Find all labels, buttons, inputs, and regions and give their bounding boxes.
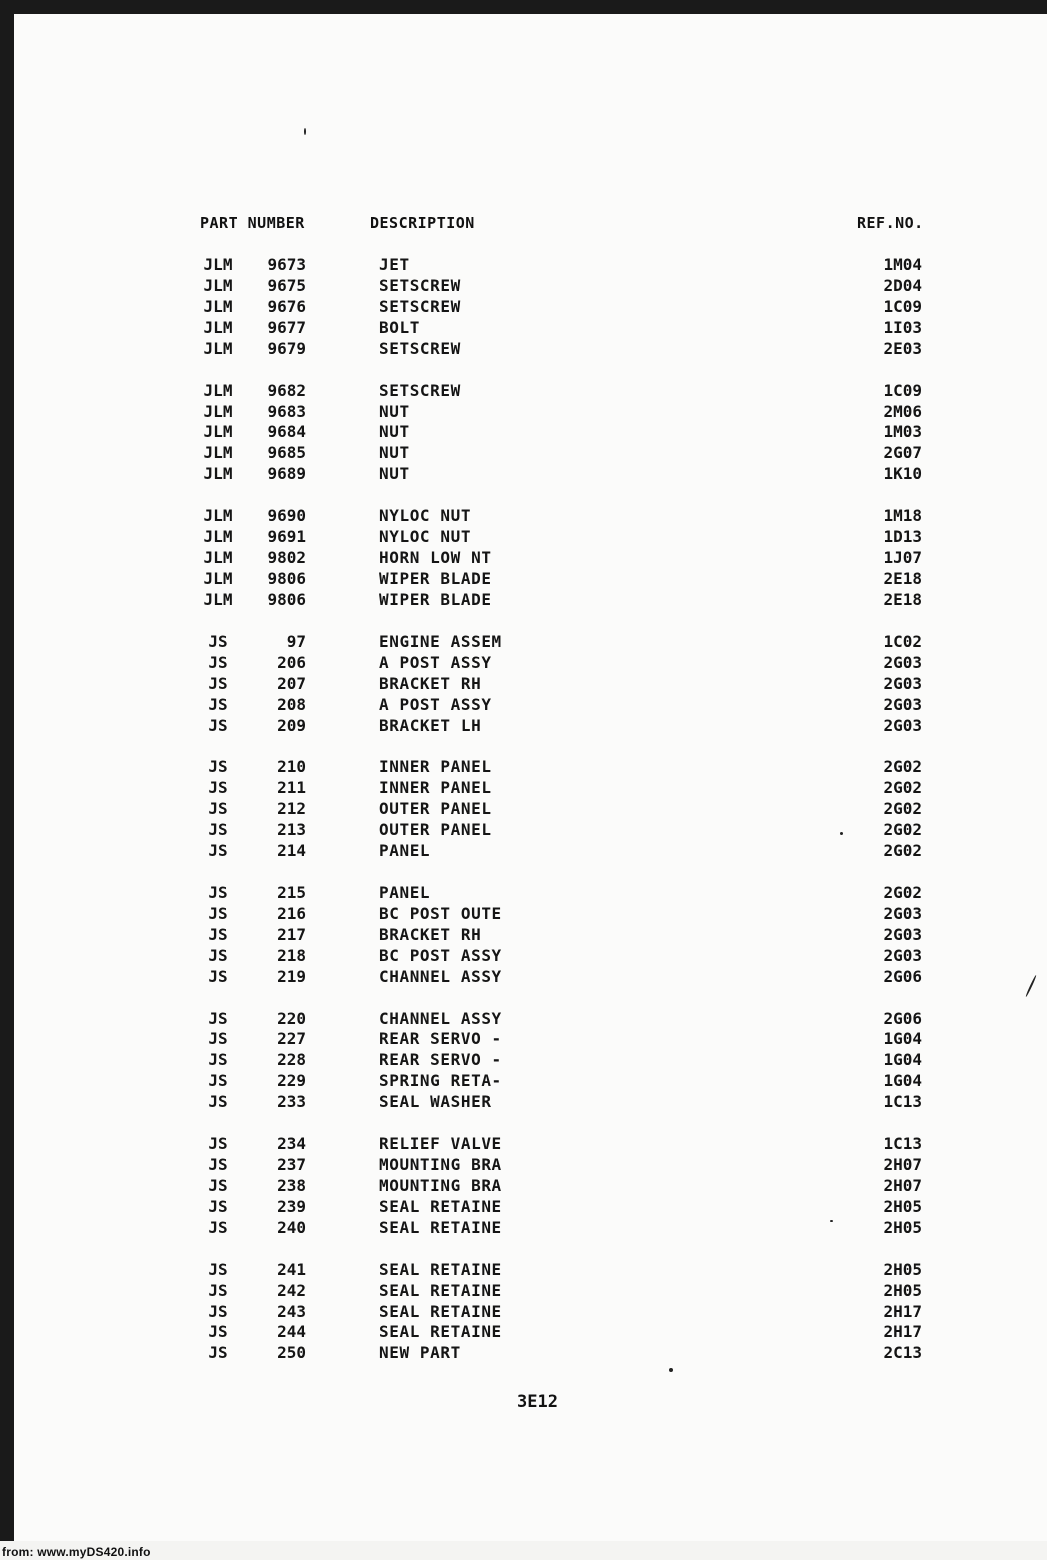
- part-number: 9683: [267, 401, 306, 421]
- part-number: 238: [277, 1175, 306, 1195]
- ref-number: 2G02: [883, 841, 922, 860]
- part-prefix: JLM: [203, 568, 233, 588]
- part-number: 207: [277, 673, 306, 693]
- part-prefix: JLM: [203, 296, 233, 316]
- part-prefix: JS: [208, 1217, 228, 1237]
- ref-number: 2G03: [883, 945, 922, 965]
- part-prefix: JS: [208, 1175, 228, 1195]
- table-row: [14, 1176, 1047, 1197]
- part-number: 220: [277, 1008, 306, 1028]
- part-description: BC POST ASSY: [379, 945, 502, 965]
- part-prefix: JLM: [203, 422, 233, 442]
- table-row: [14, 1050, 1047, 1071]
- part-prefix: JS: [208, 799, 228, 819]
- part-description: NUT: [379, 422, 410, 442]
- table-row: [14, 464, 1047, 485]
- part-description: BOLT: [379, 317, 420, 337]
- part-description: NUT: [379, 401, 410, 421]
- part-number: 218: [277, 945, 306, 965]
- ref-number: 1I03: [883, 317, 922, 337]
- ref-number: 1M18: [883, 506, 922, 526]
- ref-number: 1C09: [883, 380, 922, 400]
- ref-number: 1D13: [883, 527, 922, 547]
- ref-number: 1J07: [883, 548, 922, 567]
- table-row: [14, 1281, 1047, 1302]
- part-prefix: JLM: [203, 464, 233, 484]
- ref-number: 1C13: [883, 1134, 922, 1154]
- part-description: NUT: [379, 464, 410, 484]
- ref-number: 2H07: [883, 1175, 922, 1195]
- part-number: 9682: [267, 380, 306, 400]
- table-row: [14, 422, 1047, 443]
- part-prefix: JLM: [203, 443, 233, 463]
- part-prefix: JLM: [203, 527, 233, 547]
- table-row: [14, 527, 1047, 548]
- ref-number: 2H07: [883, 1155, 922, 1174]
- part-number: 228: [277, 1050, 306, 1070]
- table-row: [14, 799, 1047, 820]
- part-description: PANEL: [379, 841, 431, 860]
- part-prefix: JS: [208, 924, 228, 944]
- table-row: [14, 632, 1047, 653]
- part-prefix: JLM: [203, 338, 233, 358]
- part-prefix: JS: [208, 631, 228, 651]
- description-header: DESCRIPTION: [370, 214, 475, 232]
- ref-number: 1M03: [883, 422, 922, 442]
- part-number: 240: [277, 1217, 306, 1237]
- part-prefix: JLM: [203, 401, 233, 421]
- ref-number: 2G02: [883, 778, 922, 798]
- part-description: SETSCREW: [379, 296, 461, 316]
- part-prefix: JS: [208, 1134, 228, 1154]
- part-prefix: JS: [208, 1050, 228, 1070]
- part-number: 9676: [267, 296, 306, 316]
- ref-number: 2G06: [883, 966, 922, 986]
- part-number: 215: [277, 882, 306, 902]
- part-number: 241: [277, 1259, 306, 1279]
- table-row: [14, 841, 1047, 862]
- part-description: SEAL RETAINE: [379, 1322, 502, 1342]
- part-prefix: JS: [208, 966, 228, 986]
- table-row: [14, 695, 1047, 716]
- part-description: SPRING RETA-: [379, 1071, 502, 1091]
- part-description: BC POST OUTE: [379, 903, 502, 923]
- part-prefix: JS: [208, 903, 228, 923]
- table-row: [14, 381, 1047, 402]
- table-row: [14, 1302, 1047, 1323]
- part-description: WIPER BLADE: [379, 568, 492, 588]
- table-row: [14, 904, 1047, 925]
- part-number: 213: [277, 820, 306, 840]
- part-number: 97: [286, 631, 306, 651]
- part-description: SETSCREW: [379, 380, 461, 400]
- ref-number: 1M04: [883, 255, 922, 274]
- table-row: [14, 1218, 1047, 1239]
- table-row: [14, 548, 1047, 569]
- part-description: SEAL RETAINE: [379, 1217, 502, 1237]
- table-row: [14, 297, 1047, 318]
- part-description: MOUNTING BRA: [379, 1175, 502, 1195]
- ref-number: 2H05: [883, 1259, 922, 1279]
- ref-number: 1C13: [883, 1092, 922, 1112]
- part-prefix: JS: [208, 882, 228, 902]
- part-prefix: JS: [208, 820, 228, 840]
- part-description: REAR SERVO -: [379, 1029, 502, 1049]
- part-description: SEAL RETAINE: [379, 1280, 502, 1300]
- part-number-header: PART NUMBER: [200, 214, 305, 232]
- table-row: [14, 674, 1047, 695]
- table-row: [14, 402, 1047, 423]
- ref-number: 2G02: [883, 882, 922, 902]
- part-description: PANEL: [379, 882, 431, 902]
- table-row: [14, 1197, 1047, 1218]
- part-description: NEW PART: [379, 1343, 461, 1363]
- part-prefix: JS: [208, 1196, 228, 1216]
- ref-number: 2G06: [883, 1008, 922, 1028]
- part-prefix: JLM: [203, 506, 233, 526]
- part-prefix: JLM: [203, 255, 233, 274]
- ref-number: 2C13: [883, 1343, 922, 1363]
- part-prefix: JS: [208, 1259, 228, 1279]
- part-description: REAR SERVO -: [379, 1050, 502, 1070]
- table-row: [14, 1134, 1047, 1155]
- source-footer: from: www.myDS420.info: [2, 1545, 151, 1559]
- part-number: 214: [277, 841, 306, 860]
- ref-number: 1C02: [883, 631, 922, 651]
- ref-number: 1G04: [883, 1029, 922, 1049]
- ref-number: 2H05: [883, 1196, 922, 1216]
- part-description: ENGINE ASSEM: [379, 631, 502, 651]
- part-number: 9806: [267, 589, 306, 609]
- part-prefix: JS: [208, 1301, 228, 1321]
- part-prefix: JS: [208, 778, 228, 798]
- ref-number: 2E03: [883, 338, 922, 358]
- ref-number: 2H17: [883, 1322, 922, 1342]
- part-description: INNER PANEL: [379, 757, 492, 777]
- part-number: 219: [277, 966, 306, 986]
- ref-number: 1G04: [883, 1071, 922, 1091]
- part-number: 210: [277, 757, 306, 777]
- part-number: 216: [277, 903, 306, 923]
- part-number: 206: [277, 652, 306, 672]
- ref-number: 2M06: [883, 401, 922, 421]
- part-description: CHANNEL ASSY: [379, 1008, 502, 1028]
- part-number: 9691: [267, 527, 306, 547]
- part-description: WIPER BLADE: [379, 589, 492, 609]
- part-prefix: JS: [208, 694, 228, 714]
- part-number: 237: [277, 1155, 306, 1174]
- table-row: [14, 569, 1047, 590]
- table-row: [14, 1029, 1047, 1050]
- part-number: 239: [277, 1196, 306, 1216]
- part-number: 9677: [267, 317, 306, 337]
- ref-number: 2G07: [883, 443, 922, 463]
- part-description: A POST ASSY: [379, 694, 492, 714]
- ref-number: 2E18: [883, 568, 922, 588]
- part-number: 250: [277, 1343, 306, 1363]
- part-prefix: JS: [208, 757, 228, 777]
- part-description: SETSCREW: [379, 338, 461, 358]
- part-number: 9673: [267, 255, 306, 274]
- part-prefix: JS: [208, 1155, 228, 1174]
- table-row: [14, 716, 1047, 737]
- part-number: 208: [277, 694, 306, 714]
- table-row: [14, 255, 1047, 276]
- part-number: 227: [277, 1029, 306, 1049]
- ref-number: 2G03: [883, 903, 922, 923]
- table-row: [14, 967, 1047, 988]
- part-number: 212: [277, 799, 306, 819]
- table-row: [14, 506, 1047, 527]
- part-prefix: JS: [208, 945, 228, 965]
- table-row: [14, 1322, 1047, 1343]
- part-number: 217: [277, 924, 306, 944]
- part-number: 242: [277, 1280, 306, 1300]
- part-description: BRACKET RH: [379, 673, 482, 693]
- part-number: 211: [277, 778, 306, 798]
- part-number: 9679: [267, 338, 306, 358]
- document-page: [14, 14, 1047, 1541]
- part-number: 243: [277, 1301, 306, 1321]
- part-prefix: JS: [208, 1029, 228, 1049]
- part-description: BRACKET LH: [379, 715, 482, 735]
- part-description: A POST ASSY: [379, 652, 492, 672]
- table-row: [14, 318, 1047, 339]
- ref-number: 2G02: [883, 820, 922, 840]
- part-description: SEAL RETAINE: [379, 1196, 502, 1216]
- ref-number: 2G03: [883, 652, 922, 672]
- table-row: [14, 946, 1047, 967]
- table-row: [14, 820, 1047, 841]
- ref-number: 2H17: [883, 1301, 922, 1321]
- part-prefix: JLM: [203, 380, 233, 400]
- ref-number: 2H05: [883, 1280, 922, 1300]
- part-number: 9684: [267, 422, 306, 442]
- part-prefix: JS: [208, 652, 228, 672]
- part-number: 9689: [267, 464, 306, 484]
- ref-number: 1G04: [883, 1050, 922, 1070]
- ref-number: 2G02: [883, 799, 922, 819]
- part-number: 233: [277, 1092, 306, 1112]
- part-description: RELIEF VALVE: [379, 1134, 502, 1154]
- part-description: OUTER PANEL: [379, 820, 492, 840]
- part-number: 234: [277, 1134, 306, 1154]
- table-row: [14, 757, 1047, 778]
- bottom-strip: [0, 1541, 1047, 1560]
- table-row: [14, 1071, 1047, 1092]
- part-prefix: JLM: [203, 548, 233, 567]
- part-prefix: JS: [208, 1343, 228, 1363]
- part-number: 229: [277, 1071, 306, 1091]
- part-description: NYLOC NUT: [379, 506, 472, 526]
- part-description: OUTER PANEL: [379, 799, 492, 819]
- part-prefix: JLM: [203, 589, 233, 609]
- table-row: [14, 1009, 1047, 1030]
- ref-number: 2H05: [883, 1217, 922, 1237]
- part-description: SEAL RETAINE: [379, 1301, 502, 1321]
- ref-number: 2D04: [883, 275, 922, 295]
- part-number: 9685: [267, 443, 306, 463]
- part-prefix: JS: [208, 1280, 228, 1300]
- part-prefix: JS: [208, 1071, 228, 1091]
- table-row: [14, 443, 1047, 464]
- part-prefix: JS: [208, 1092, 228, 1112]
- table-row: [14, 339, 1047, 360]
- table-row: [14, 1343, 1047, 1364]
- ref-number: 2G03: [883, 715, 922, 735]
- part-number: 209: [277, 715, 306, 735]
- ref-number: 1C09: [883, 296, 922, 316]
- part-description: JET: [379, 255, 410, 274]
- part-number: 9690: [267, 506, 306, 526]
- part-prefix: JS: [208, 1322, 228, 1342]
- ref-no-header: REF.NO.: [857, 214, 924, 232]
- part-prefix: JLM: [203, 275, 233, 295]
- part-number: 9802: [267, 548, 306, 567]
- table-row: [14, 1092, 1047, 1113]
- table-row: [14, 653, 1047, 674]
- table-row: [14, 925, 1047, 946]
- part-prefix: JS: [208, 841, 228, 860]
- part-description: NYLOC NUT: [379, 527, 472, 547]
- part-prefix: JS: [208, 673, 228, 693]
- part-description: HORN LOW NT: [379, 548, 492, 567]
- ref-number: 2G02: [883, 757, 922, 777]
- part-number: 244: [277, 1322, 306, 1342]
- part-prefix: JS: [208, 715, 228, 735]
- part-prefix: JLM: [203, 317, 233, 337]
- table-row: [14, 276, 1047, 297]
- part-number: 9675: [267, 275, 306, 295]
- table-row: [14, 1155, 1047, 1176]
- table-row: [14, 883, 1047, 904]
- ref-number: 2G03: [883, 694, 922, 714]
- part-description: BRACKET RH: [379, 924, 482, 944]
- part-description: INNER PANEL: [379, 778, 492, 798]
- table-row: [14, 590, 1047, 611]
- page-identifier: 3E12: [517, 1392, 558, 1412]
- part-description: CHANNEL ASSY: [379, 966, 502, 986]
- ref-number: 1K10: [883, 464, 922, 484]
- part-description: NUT: [379, 443, 410, 463]
- part-description: MOUNTING BRA: [379, 1155, 502, 1174]
- ref-number: 2E18: [883, 589, 922, 609]
- ref-number: 2G03: [883, 673, 922, 693]
- part-description: SETSCREW: [379, 275, 461, 295]
- part-number: 9806: [267, 568, 306, 588]
- part-prefix: JS: [208, 1008, 228, 1028]
- part-description: SEAL RETAINE: [379, 1259, 502, 1279]
- table-row: [14, 1260, 1047, 1281]
- table-row: [14, 778, 1047, 799]
- ref-number: 2G03: [883, 924, 922, 944]
- part-description: SEAL WASHER: [379, 1092, 492, 1112]
